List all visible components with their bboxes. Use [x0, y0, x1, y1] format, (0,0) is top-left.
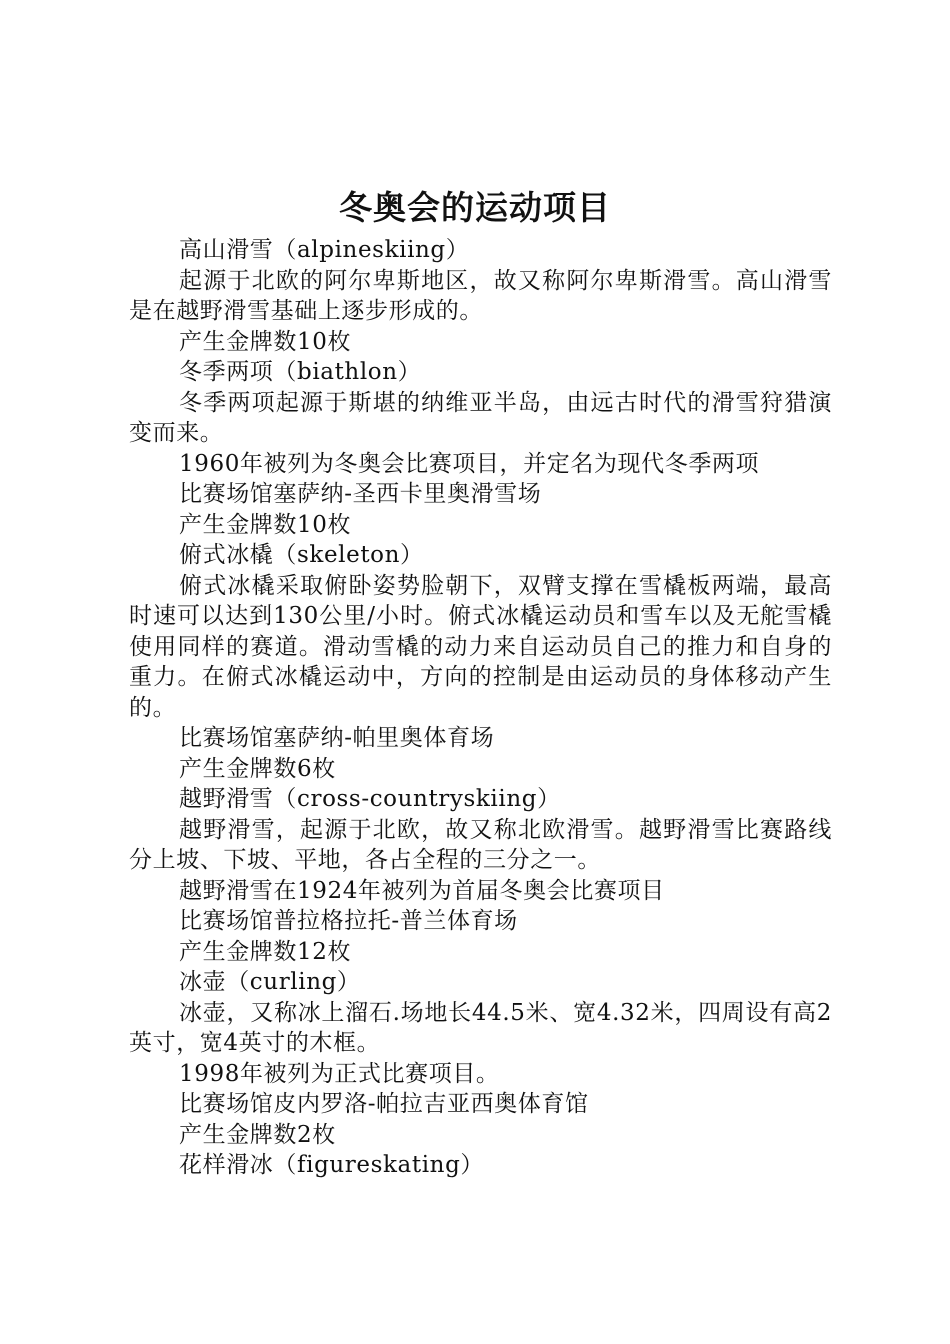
paragraph-alpine-medals: 产生金牌数10枚	[179, 328, 352, 355]
document-body	[129, 235, 832, 1181]
paragraph-biathlon-venue: 比赛场馆塞萨纳-圣西卡里奥滑雪场	[179, 481, 542, 507]
paragraph-skeleton-venue: 比赛场馆塞萨纳-帕里奥体育场	[179, 725, 495, 751]
paragraph-figureskating-heading: 花样滑冰（figureskating）	[179, 1152, 484, 1178]
paragraph-biathlon-heading: 冬季两项（biathlon）	[179, 359, 422, 385]
paragraph-curling-history: 1998年被列为正式比赛项目。	[179, 1060, 500, 1087]
paragraph-curling-medals: 产生金牌数2枚	[179, 1121, 336, 1148]
paragraph-crosscountry-venue: 比赛场馆普拉格拉托-普兰体育场	[179, 908, 518, 934]
paragraph-skeleton-description: 俯式冰橇采取俯卧姿势脸朝下，双臂支撑在雪橇板两端，最高时速可以达到130公里/小时。俯式冰橇运动员和雪车以及无舵雪橇使用同样的赛道。滑动雪橇的动力来自运动员自己的推力和自身的重力。在俯式冰橇运动中，方向的控制是由运动员的身体移动产生的。	[129, 572, 832, 721]
paragraph-curling-heading: 冰壶（curling）	[179, 969, 361, 995]
paragraph-biathlon-history: 1960年被列为冬奥会比赛项目，并定名为现代冬季两项	[179, 450, 760, 477]
paragraph-biathlon-origin: 冬季两项起源于斯堪的纳维亚半岛，由远古时代的滑雪狩猎演变而来。	[129, 389, 832, 446]
paragraph-crosscountry-heading: 越野滑雪（cross-countryskiing）	[179, 786, 561, 812]
paragraph-alpine-origin: 起源于北欧的阿尔卑斯地区，故又称阿尔卑斯滑雪。高山滑雪是在越野滑雪基础上逐步形成的。	[129, 267, 832, 324]
paragraph-curling-description: 冰壶，又称冰上溜石.场地长44.5米、宽4.32米，四周设有高2英寸，宽4英寸的木框。	[129, 999, 832, 1056]
paragraph-skeleton-medals: 产生金牌数6枚	[179, 755, 336, 782]
paragraph-biathlon-medals: 产生金牌数10枚	[179, 511, 352, 538]
paragraph-skeleton-heading: 俯式冰橇（skeleton）	[179, 542, 424, 568]
paragraph-crosscountry-medals: 产生金牌数12枚	[179, 938, 352, 965]
page-title: 冬奥会的运动项目	[339, 188, 611, 227]
paragraph-crosscountry-description: 越野滑雪，起源于北欧，故又称北欧滑雪。越野滑雪比赛路线分上坡、下坡、平地，各占全程的三分之一。	[129, 816, 832, 873]
paragraph-curling-venue: 比赛场馆皮内罗洛-帕拉吉亚西奥体育馆	[179, 1091, 589, 1117]
paragraph-crosscountry-history: 越野滑雪在1924年被列为首届冬奥会比赛项目	[179, 877, 665, 904]
paragraph-alpine-heading: 高山滑雪（alpineskiing）	[179, 237, 470, 263]
